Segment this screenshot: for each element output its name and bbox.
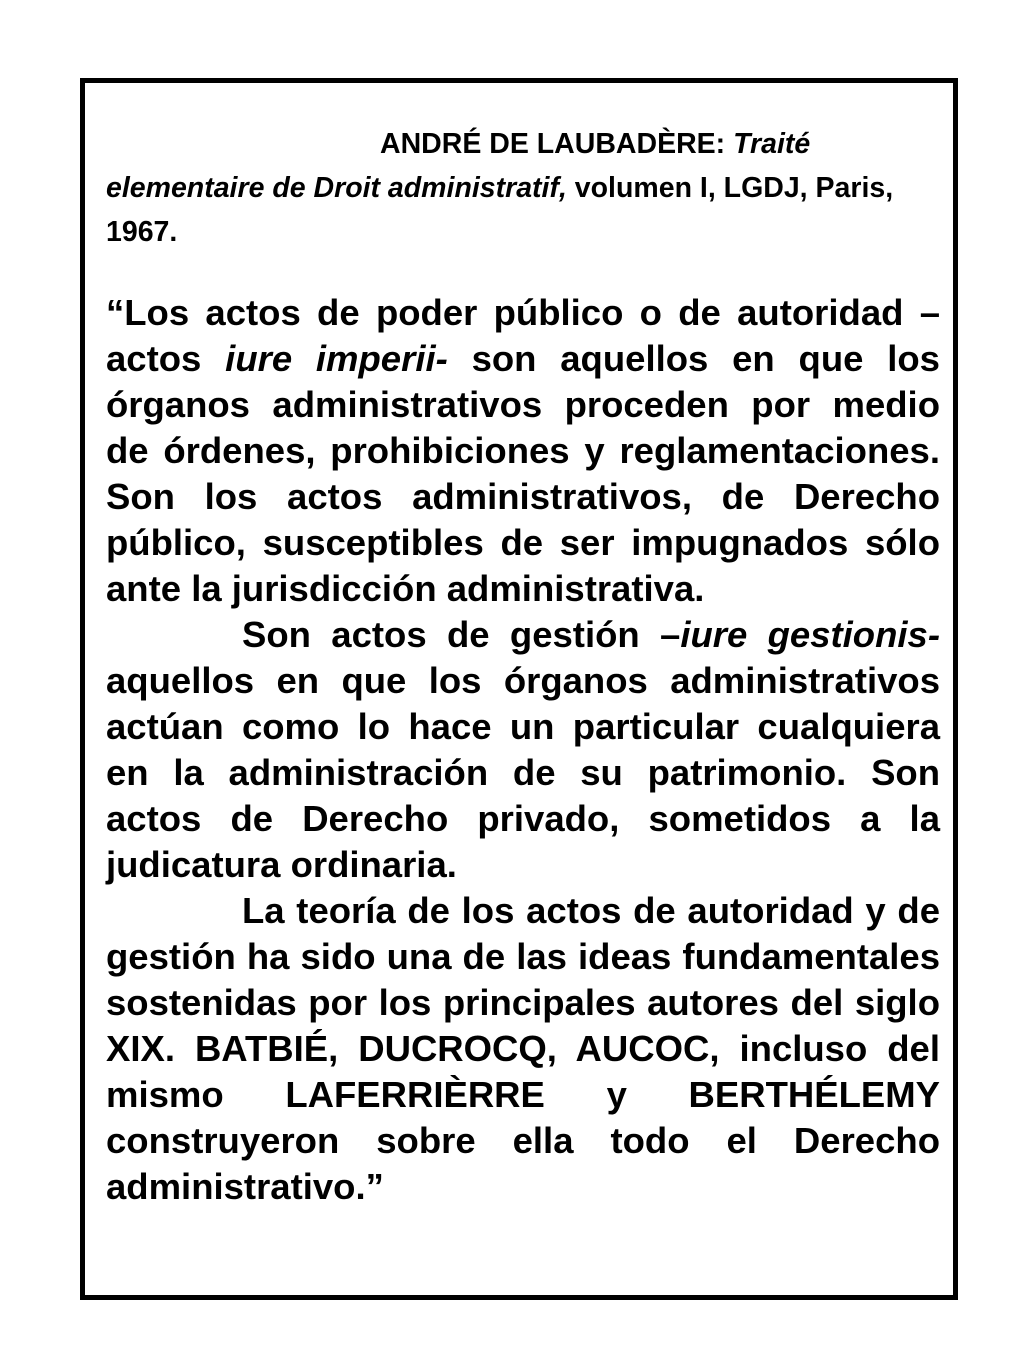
- bibliographic-citation: [106, 122, 940, 254]
- quote-p2-latin-term: iure gestionis-: [680, 614, 940, 655]
- quote-paragraph-2: [106, 612, 940, 888]
- quote-p2-text-end: aquellos en que los órganos administrativos actúan como lo hace un particular cualquiera en la administración de su patrimonio. Son actos de Derecho privado, sometidos a la judicatura ordinaria.: [106, 660, 940, 885]
- quote-paragraph-3: La teoría de los actos de autoridad y de gestión ha sido una de las ideas fundamentales sostenidas por los principales autores del siglo XIX. BATBIÉ, DUCROCQ, AUCOC, incluso del mismo LAFERRIÈRRE y BERTHÉLEMY construyeron sobre ella todo el Derecho administrativo.”: [106, 890, 940, 1207]
- citation-title-part1: Traité: [733, 128, 811, 160]
- document-body: [106, 122, 940, 1210]
- citation-details: volumen I, LGDJ, Paris, 1967.: [106, 172, 894, 248]
- citation-title-part2: elementaire de Droit administratif,: [106, 172, 567, 204]
- quote-p2-text-start: Son actos de gestión –: [242, 614, 681, 655]
- quote-p1-latin-term: iure imperii-: [225, 338, 448, 379]
- quote-p1-text-end: son aquellos en que los órganos administrativos proceden por medio de órdenes, prohibiciones y reglamentaciones. Son los actos administrativos, de Derecho público, susceptibles de ser impugnados sólo ante la jurisdicción administrativa.: [106, 338, 940, 609]
- quotation-block: [106, 290, 940, 1210]
- quote-paragraph-1: [106, 290, 940, 612]
- quote-p1-text-start: “Los actos de poder público o de autoridad – actos: [106, 292, 940, 379]
- citation-author: ANDRÉ DE LAUBADÈRE:: [380, 128, 726, 160]
